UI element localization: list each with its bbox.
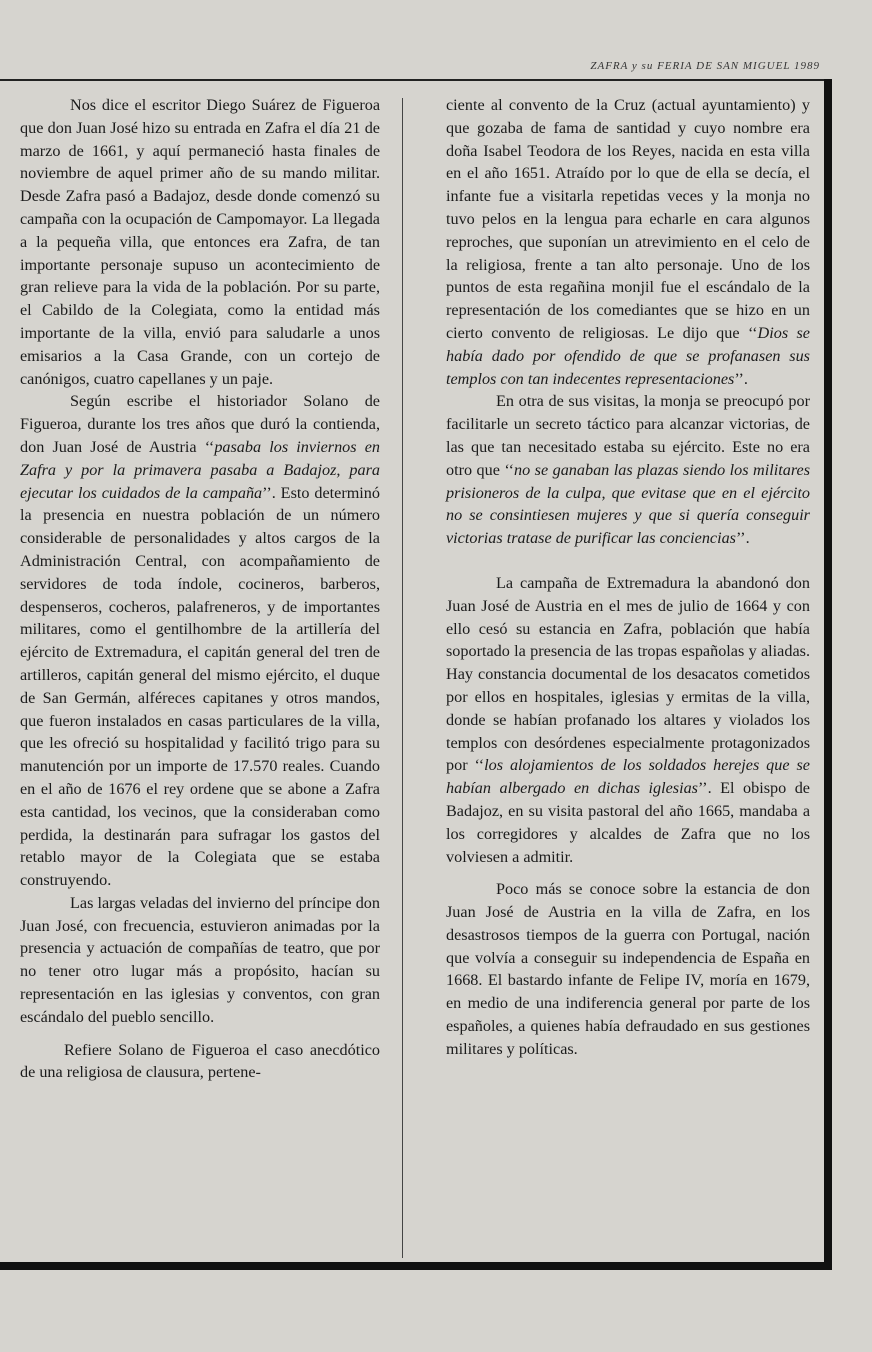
paragraph	[446, 390, 810, 550]
paragraph-text: La campaña de Extremadura la abandonó don Juan José de Austria en el mes de julio de 1664 y con ello cesó su estancia en Zafra, población que había soportado la presencia de las tropas españolas y aliadas. Hay constancia documental de los desacatos cometidos por ellos en hospitales, iglesias y ermitas de la villa, donde se habían profanado los altares y violados los templos con desórdenes especialmente protagonizados por ‘‘	[446, 573, 810, 775]
quotation: pasaba los inviernos en Zafra y por la primavera pasaba a Badajoz, para ejecutar los cuidados de la campaña	[20, 437, 381, 502]
paragraph: Poco más se conoce sobre la estancia de don Juan José de Austria en la villa de Zafra, en los desastrosos tiempos de la guerra con Portugal, nación que volvía a conseguir su independencia de España en 1668. El bastardo infante de Felipe IV, moría en 1679, en medio de una indiferencia general por parte de los españoles, a quienes había defraudado en sus gestiones militares y políticas.	[446, 880, 810, 1058]
paragraph	[446, 572, 810, 868]
quotation: los alojamientos de los soldados herejes que se habían albergado en dichas iglesias	[446, 756, 810, 798]
paragraph-text: ’’.	[734, 369, 748, 388]
quotation: Dios se había dado por ofendido de que se profanasen sus templos con tan indecentes representaciones	[446, 323, 810, 388]
paragraph-text: ciente al convento de la Cruz (actual ayuntamiento) y que gozaba de fama de santidad y cuyo nombre era doña Isabel Teodora de los Reyes, nacida en esta villa en el año 1651. Atraído por lo que de ella se decía, el infante fue a visitarla repetidas veces y la monja no tuvo pelos en la lengua para echarle en cara algunos reproches, que suponían un atrevimiento en el celo de la religiosa, frente a tan alto personaje. Uno de los puntos de esta regañina monjil fue el escándalo de la representación de los comediantes que se hizo en un cierto convento de religiosas. Le dijo que ‘‘	[446, 96, 810, 342]
paragraph	[20, 390, 380, 892]
paragraph	[446, 94, 810, 390]
paragraph: Refiere Solano de Figueroa el caso anecdótico de una religiosa de clausura, pertene-	[20, 1040, 380, 1082]
paragraph-text: En otra de sus visitas, la monja se preocupó por facilitarle un secreto táctico para alcanzar victorias, de las que tan necesitado estaba su ejército. Este no era otro que ‘‘	[446, 392, 810, 479]
paragraph-text: ’’.	[735, 529, 750, 548]
column-divider	[402, 98, 403, 1258]
frame-bottom-border	[0, 1262, 832, 1270]
quotation: no se ganaban las plazas siendo los militares prisioneros de la culpa, que evitase que en el ejército no se consintiesen mujeres y que si quería conseguir victorias tratase de purificar las conciencias	[446, 460, 810, 548]
right-column	[446, 94, 810, 1061]
paragraph-text: ’’. Esto determinó la presencia en nuestra población de un número considerable de personalidades y altos cargos de la Administración Central, con acompañamiento de servidores de toda índole, cocineros, barberos, despenseros, cocheros, palafreneros, y de importantes militares, como el gentilhombre de la artillería del ejército de Extremadura, el capitán general del tren de artilleros, capitán general del mismo ejército, el duque de San Germán, alféreces capitanes y otros mandos, que fueron instalados en casas particulares de la villa, que les ofreció su hospitalidad y facilitó trigo para su manutención por un importe de 17.570 reales. Cuando en el año de 1676 el rey ordene que se abone a Zafra esta cantidad, los vecinos, que la consideraban como perdida, la destinarán para sufragar los gastos del retablo mayor de la Colegiata que se estaba construyendo.	[20, 483, 380, 890]
running-header: ZAFRA y su FERIA DE SAN MIGUEL 1989	[590, 60, 820, 72]
frame-right-border	[824, 79, 832, 1269]
paragraph: Las largas veladas del invierno del príncipe don Juan José, con frecuencia, estuvieron animadas por la presencia y actuación de compañías de teatro, que por no tener otro lugar más a propósito, hacían su representación en las iglesias y conventos, con gran escándalo del pueblo sencillo.	[20, 893, 380, 1026]
left-column	[20, 94, 380, 1084]
paragraph-text: Según escribe el historiador Solano de Figueroa, durante los tres años que duró la contienda, don Juan José de Austria ‘‘	[20, 392, 380, 456]
paragraph-text: ’’. El obispo de Badajoz, en su visita pastoral del año 1665, mandaba a los corregidores y alcaldes de Zafra que no los volviesen a admitir.	[446, 779, 810, 866]
paragraph: Nos dice el escritor Diego Suárez de Figueroa que don Juan José hizo su entrada en Zafra el día 21 de marzo de 1661, y aquí permaneció hasta finales de noviembre de aquel primer año de su mando militar. Desde Zafra pasó a Badajoz, desde donde comenzó su campaña con la ocupación de Campomayor. La llegada a la pequeña villa, que entonces era Zafra, de tan importante personaje supuso un acontecimiento de gran relieve para la vida de la población. Por su parte, el Cabildo de la Colegiata, como la entidad más importante de la villa, envió para saludarle a unos emisarios a la Casa Grande, con un cortejo de canónigos, cuatro capellanes y un paje.	[20, 96, 380, 388]
top-rule	[0, 79, 826, 81]
